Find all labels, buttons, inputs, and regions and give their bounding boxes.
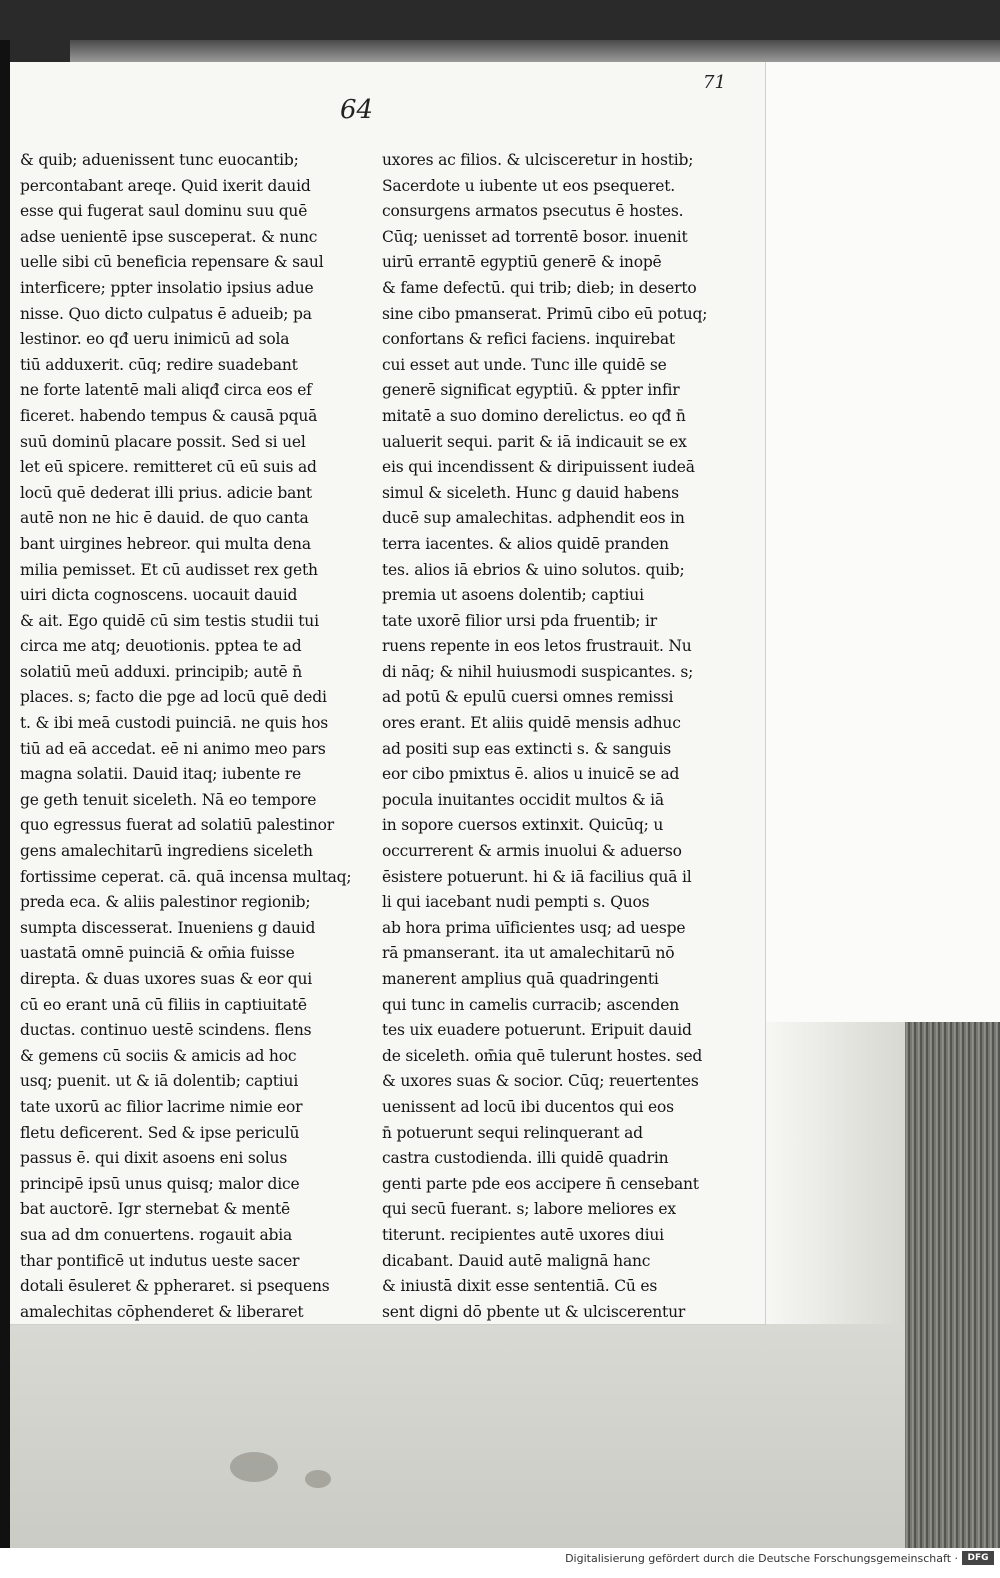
- manuscript-line: fletu deficerent. Sed & ipse periculū: [20, 1123, 300, 1142]
- manuscript-line: generē significat egyptiū. & ppter infir: [382, 381, 680, 400]
- manuscript-line: gens amalechitarū ingrediens siceleth: [20, 842, 313, 861]
- page-top-edge: [70, 40, 1000, 62]
- manuscript-line: di nāq; & nihil huiusmodi suspicantes. s;: [382, 662, 694, 681]
- manuscript-line: ad positi sup eas extincti s. & sanguis: [382, 739, 672, 758]
- manuscript-line: ruens repente in eos letos frustrauit. Nu: [382, 637, 692, 656]
- manuscript-line: Cūq; uenisset ad torrentē bosor. inuenit: [382, 227, 688, 246]
- manuscript-line: cū eo erant unā cū filiis in captiuitatē: [20, 995, 307, 1014]
- manuscript-line: circa me atq; deuotionis. pptea te ad: [20, 637, 302, 656]
- manuscript-line: & quib; aduenissent tunc euocantib;: [20, 151, 299, 169]
- manuscript-line: rā pmanserant. ita ut amalechitarū nō: [382, 944, 675, 963]
- manuscript-line: confortans & refici faciens. inquirebat: [382, 330, 675, 349]
- folio-number-old: 64: [340, 95, 374, 125]
- manuscript-line: & iniustā dixit esse sententiā. Cū es: [382, 1277, 658, 1296]
- manuscript-line: ficeret. habendo tempus & causā pquā: [20, 406, 318, 425]
- folio-number-new: 71: [703, 72, 726, 93]
- manuscript-line: suū dominū placare possit. Sed si uel: [20, 432, 306, 451]
- book-edge-shadow: [765, 1022, 905, 1324]
- manuscript-line: ēsistere potuerunt. hi & iā facilius quā il: [382, 867, 692, 886]
- manuscript-line: ductas. continuo uestē scindens. flens: [20, 1021, 312, 1040]
- manuscript-line: sine cibo pmanserat. Primū cibo eū potuq;: [382, 304, 708, 323]
- manuscript-line: places. s; facto die pge ad locū quē dedi: [20, 688, 327, 707]
- manuscript-line: t. & ibi meā custodi puinciā. ne quis hos: [20, 714, 329, 733]
- manuscript-line: passus ē. qui dixit asoens eni solus: [20, 1149, 288, 1168]
- manuscript-line: uastatā omnē puinciā & om̄ia fuisse: [20, 944, 295, 963]
- manuscript-line: locū quē dederat illi prius. adicie bant: [20, 483, 312, 502]
- manuscript-line: tiū adduxerit. cūq; redire suadebant: [20, 355, 298, 374]
- funding-credit: Digitalisierung gefördert durch die Deutsche Forschungsgemeinschaft ·: [565, 1552, 958, 1565]
- manuscript-line: qui tunc in camelis curracib; ascenden: [382, 995, 679, 1014]
- manuscript-line: tiū ad eā accedat. eē ni animo meo pars: [20, 739, 326, 758]
- manuscript-line: in sopore cuersos extinxit. Quicūq; u: [382, 816, 664, 835]
- manuscript-line: milia pemisset. Et cū audisset rex geth: [20, 560, 318, 579]
- manuscript-line: & ait. Ego quidē cū sim testis studii tui: [20, 611, 319, 630]
- manuscript-line: preda eca. & aliis palestinor regionib;: [20, 893, 311, 912]
- binding-shadow: [0, 40, 10, 1568]
- manuscript-line: uirū errantē egyptiū generē & inopē: [382, 253, 662, 272]
- manuscript-line: occurrerent & armis inuolui & aduerso: [382, 842, 682, 861]
- manuscript-line: lestinor. eo qđ ueru inimicū ad sola: [20, 330, 290, 349]
- manuscript-line: eor cibo pmixtus ē. alios u inuicē se ad: [382, 765, 680, 784]
- manuscript-line: tes. alios iā ebrios & uino solutos. quib;: [382, 560, 685, 579]
- manuscript-line: de siceleth. om̄ia quē tulerunt hostes. sed: [382, 1046, 703, 1065]
- manuscript-line: ores erant. Et aliis quidē mensis adhuc: [382, 714, 681, 733]
- manuscript-line: simul & siceleth. Hunc g dauid habens: [382, 483, 679, 502]
- manuscript-line: autē non ne hic ē dauid. de quo canta: [20, 509, 309, 528]
- manuscript-line: dicabant. Dauid autē malignā hanc: [382, 1251, 651, 1270]
- manuscript-line: solatiū meū adduxi. principib; autē n̄: [20, 662, 302, 681]
- lower-parchment: [10, 1324, 905, 1568]
- manuscript-line: adse uenientē ipse susceperat. & nunc: [20, 227, 318, 246]
- manuscript-line: uxores ac filios. & ulcisceretur in hostib;: [382, 151, 694, 169]
- manuscript-line: dotali ēsuleret & ppheraret. si psequens: [20, 1277, 330, 1296]
- manuscript-line: bat auctorē. Igr sternebat & mentē: [20, 1200, 291, 1219]
- manuscript-line: sent digni dō pbente ut & ulciscerentur: [382, 1302, 686, 1321]
- manuscript-line: magna solatii. Dauid itaq; iubente re: [20, 765, 301, 784]
- manuscript-line: mitatē a suo domino derelictus. eo qđ n̄: [382, 406, 686, 425]
- manuscript-line: tate uxorū ac filior lacrime nimie eor: [20, 1097, 303, 1116]
- manuscript-line: consurgens armatos psecutus ē hostes.: [382, 202, 684, 221]
- manuscript-line: esse qui fugerat saul dominu suu quē: [20, 202, 308, 221]
- manuscript-line: cui esset aut unde. Tunc ille quidē se: [382, 355, 667, 374]
- text-column-right: [382, 148, 757, 1325]
- manuscript-line: principē ipsū unus quisq; malor dice: [20, 1174, 300, 1193]
- manuscript-line: direpta. & duas uxores suas & eor qui: [20, 970, 313, 988]
- manuscript-line: & fame defectū. qui trib; dieb; in deserto: [382, 278, 697, 297]
- manuscript-line: uelle sibi cū beneficia repensare & saul: [20, 253, 324, 272]
- manuscript-line: nisse. Quo dicto culpatus ē adueib; pa: [20, 304, 312, 323]
- manuscript-line: quo egressus fuerat ad solatiū palestinor: [20, 816, 334, 835]
- manuscript-line: percontabant areqe. Quid ixerit dauid: [20, 176, 311, 195]
- manuscript-line: fortissime ceperat. cā. quā incensa multaq;: [20, 867, 352, 886]
- manuscript-line: tate uxorē filior ursi pda fruentib; ir: [382, 611, 657, 630]
- manuscript-line: bant uirgines hebreor. qui multa dena: [20, 534, 311, 553]
- manuscript-line: terra iacentes. & alios quidē pranden: [382, 534, 669, 553]
- parchment-stain: [230, 1452, 278, 1482]
- manuscript-line: thar pontificē ut indutus ueste sacer: [20, 1251, 300, 1270]
- manuscript-line: ducē sup amalechitas. adphendit eos in: [382, 509, 685, 528]
- manuscript-line: interficere; ppter insolatio ipsius adue: [20, 278, 314, 297]
- book-page-edges: [905, 1022, 1000, 1568]
- parchment-stain: [305, 1470, 331, 1488]
- manuscript-line: n̄ potuerunt sequi relinquerant ad: [382, 1123, 643, 1142]
- manuscript-line: & uxores suas & socior. Cūq; reuertentes: [382, 1072, 699, 1091]
- manuscript-line: usq; puenit. ut & iā dolentib; captiui: [20, 1072, 299, 1091]
- manuscript-line: ge geth tenuit siceleth. Nā eo tempore: [20, 790, 317, 809]
- dfg-logo: DFG: [962, 1551, 994, 1565]
- manuscript-line: tes uix euadere potuerunt. Eripuit dauid: [382, 1021, 692, 1040]
- manuscript-line: li qui iacebant nudi pempti s. Quos: [382, 893, 650, 912]
- manuscript-line: ne forte latentē mali aliqđ circa eos ef: [20, 381, 312, 400]
- manuscript-line: manerent amplius quā quadringenti: [382, 970, 659, 988]
- manuscript-line: & gemens cū sociis & amicis ad hoc: [20, 1046, 297, 1065]
- manuscript-line: uiri dicta cognoscens. uocauit dauid: [20, 586, 298, 605]
- manuscript-line: eis qui incendissent & diripuissent iudeā: [382, 458, 695, 477]
- manuscript-line: castra custodienda. illi quidē quadrin: [382, 1149, 669, 1168]
- manuscript-line: qui secū fuerant. s; labore meliores ex: [382, 1200, 676, 1219]
- manuscript-line: genti parte pde eos accipere n̄ censebant: [382, 1174, 699, 1193]
- manuscript-line: premia ut asoens dolentib; captiui: [382, 586, 644, 605]
- manuscript-line: uenissent ad locū ibi ducentos qui eos: [382, 1097, 674, 1116]
- manuscript-line: let eū spicere. remitteret cū eū suis ad: [20, 458, 317, 477]
- manuscript-line: sumpta discesserat. Inueniens g dauid: [20, 918, 316, 937]
- manuscript-line: titerunt. recipientes autē uxores diui: [382, 1225, 664, 1244]
- manuscript-line: ad potū & epulū cuersi omnes remissi: [382, 688, 674, 707]
- manuscript-line: amalechitas cōphenderet & liberaret: [20, 1302, 304, 1321]
- right-margin: [765, 62, 1000, 1022]
- manuscript-line: pocula inuitantes occidit multos & iā: [382, 790, 664, 809]
- text-column-left: [20, 148, 365, 1325]
- manuscript-line: sua ad dm conuertens. rogauit abia: [20, 1225, 293, 1244]
- manuscript-line: ab hora prima uīficientes usq; ad uespe: [382, 918, 686, 937]
- manuscript-line: ualuerit sequi. parit & iā indicauit se ex: [382, 432, 687, 451]
- manuscript-line: Sacerdote u iubente ut eos psequeret.: [382, 176, 675, 195]
